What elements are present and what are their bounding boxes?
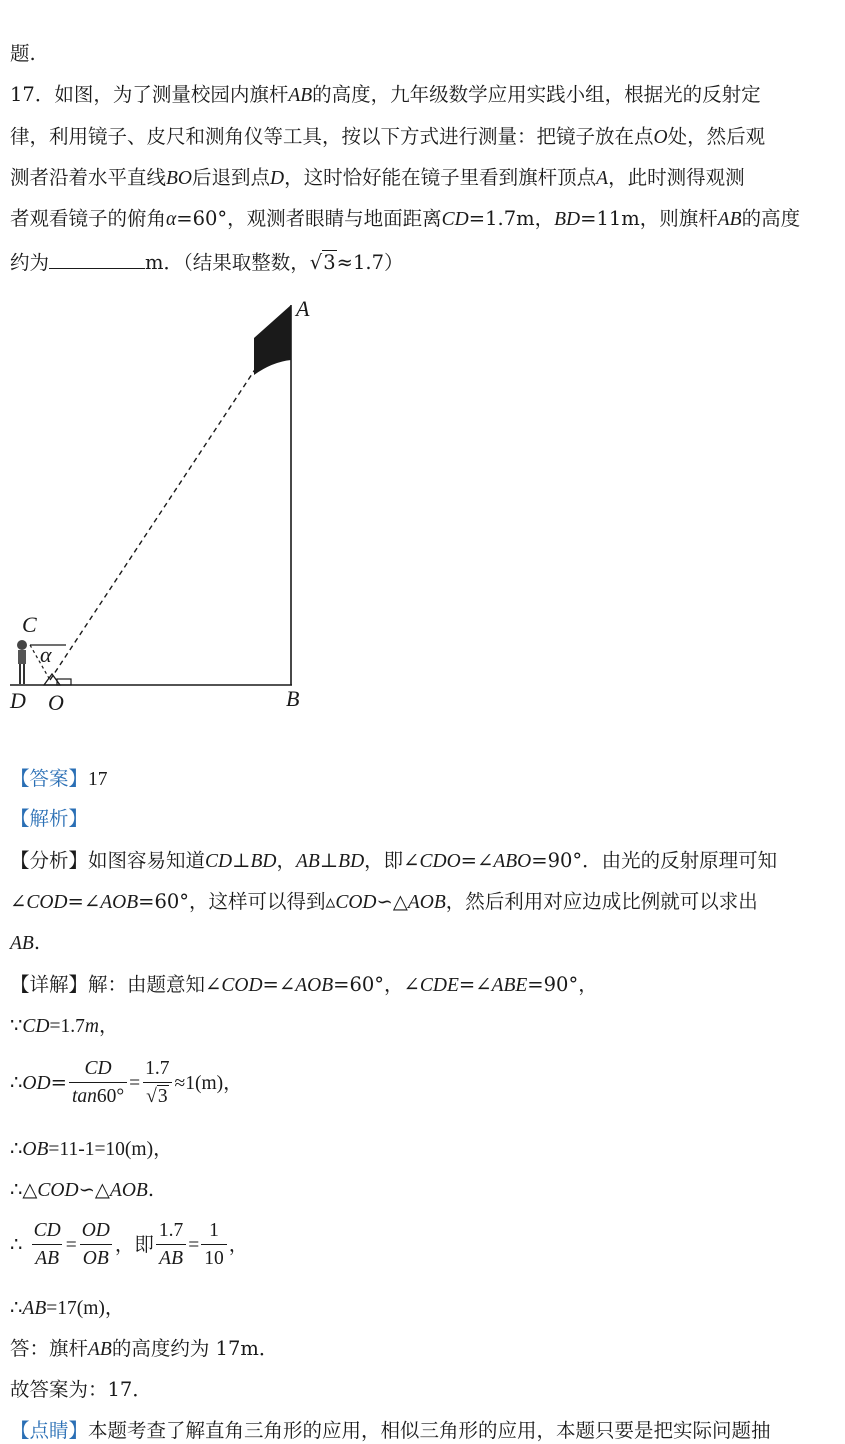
fraction-1.7-over-ab: $\frac{1.7}{AB}$	[156, 1218, 186, 1273]
fenxi-line-1: 【分析】如图容易知道CD⊥BD，AB⊥BD，即∠CDO=∠ABO=90°．由光的反射原理可知	[10, 849, 778, 872]
detail-line-9: 故答案为：17．	[10, 1378, 152, 1401]
detail-line-6-proportion: ∴ $\frac{CD}{AB}$ = $\frac{OD}{OB}$ ，即 $\frac{1.7}{AB}$ = $\frac{1}{10}$ ，	[10, 1218, 248, 1273]
answer-blank	[49, 250, 145, 269]
problem-line-4: 者观看镜子的俯角α=60°，观测者眼睛与地面距离CD=1.7m，BD=11m，则旗杆AB的高度	[10, 207, 801, 230]
fraction-cd-over-ab: $\frac{CD}{AB}$	[31, 1218, 64, 1273]
detail-line-8: 答：旗杆AB的高度约为 17m．	[10, 1337, 279, 1360]
answer-line: 【答案】17	[10, 767, 108, 790]
detail-line-5: ∴△COD∽△AOB.	[10, 1178, 155, 1201]
analysis-heading: 【解析】	[10, 807, 89, 830]
detail-line-1: 【详解】解：由题意知∠COD=∠AOB=60°，∠CDE=∠ABE=90°，	[10, 973, 598, 996]
previous-problem-tail: 题.	[10, 42, 36, 65]
fenxi-line-3: AB.	[10, 931, 41, 954]
label-a: A	[296, 296, 310, 321]
label-alpha: α	[40, 642, 52, 667]
fraction-1-over-10: $\frac{1}{10}$	[201, 1218, 227, 1273]
label-b: B	[286, 686, 300, 711]
fenxi-line-2: ∠COD=∠AOB=60°，这样可以得到▵COD∽△AOB，然后利用对应边成比例就可以求出	[10, 890, 758, 913]
problem-line-1: 17．如图，为了测量校园内旗杆AB的高度，九年级数学应用实践小组，根据光的反射定	[10, 83, 761, 106]
sight-line-dashed	[50, 368, 256, 680]
flagpole-diagram	[0, 290, 340, 730]
fraction-cd-over-tan60: $\frac{CD}{\tan 60^\circ}$	[69, 1056, 127, 1111]
label-c: C	[22, 612, 37, 637]
fraction-1.7-over-sqrt3: $\frac{1.7}{√3}$	[142, 1056, 172, 1111]
problem-line-5: 约为 m．（结果取整数，√3≈1.7）	[10, 251, 404, 274]
flag	[254, 305, 291, 375]
observer-person-icon	[17, 640, 27, 684]
label-d: D	[10, 688, 26, 713]
detail-line-2: ∵CD=1.7m，	[10, 1014, 119, 1037]
dianjing-line: 【点睛】本题考查了解直角三角形的应用，相似三角形的应用，本题只要是把实际问题抽	[10, 1419, 771, 1442]
detail-line-4: ∴OB=11-1=10(m)，	[10, 1137, 173, 1160]
detail-line-3-od: ∴OD= $\frac{CD}{\tan 60^\circ}$ = $\frac{1.7}{√3}$ ≈1(m)，	[10, 1056, 243, 1111]
fraction-od-over-ob: $\frac{OD}{OB}$	[79, 1218, 113, 1273]
problem-line-2: 律，利用镜子、皮尺和测角仪等工具，按以下方式进行测量：把镜子放在点O处，然后观	[10, 125, 766, 148]
problem-line-3: 测者沿着水平直线BO后退到点D，这时恰好能在镜子里看到旗杆顶点A，此时测得观测	[10, 166, 745, 189]
detail-line-7: ∴AB=17(m)，	[10, 1296, 125, 1319]
sqrt-3: √3	[309, 251, 336, 274]
label-o: O	[48, 690, 64, 715]
